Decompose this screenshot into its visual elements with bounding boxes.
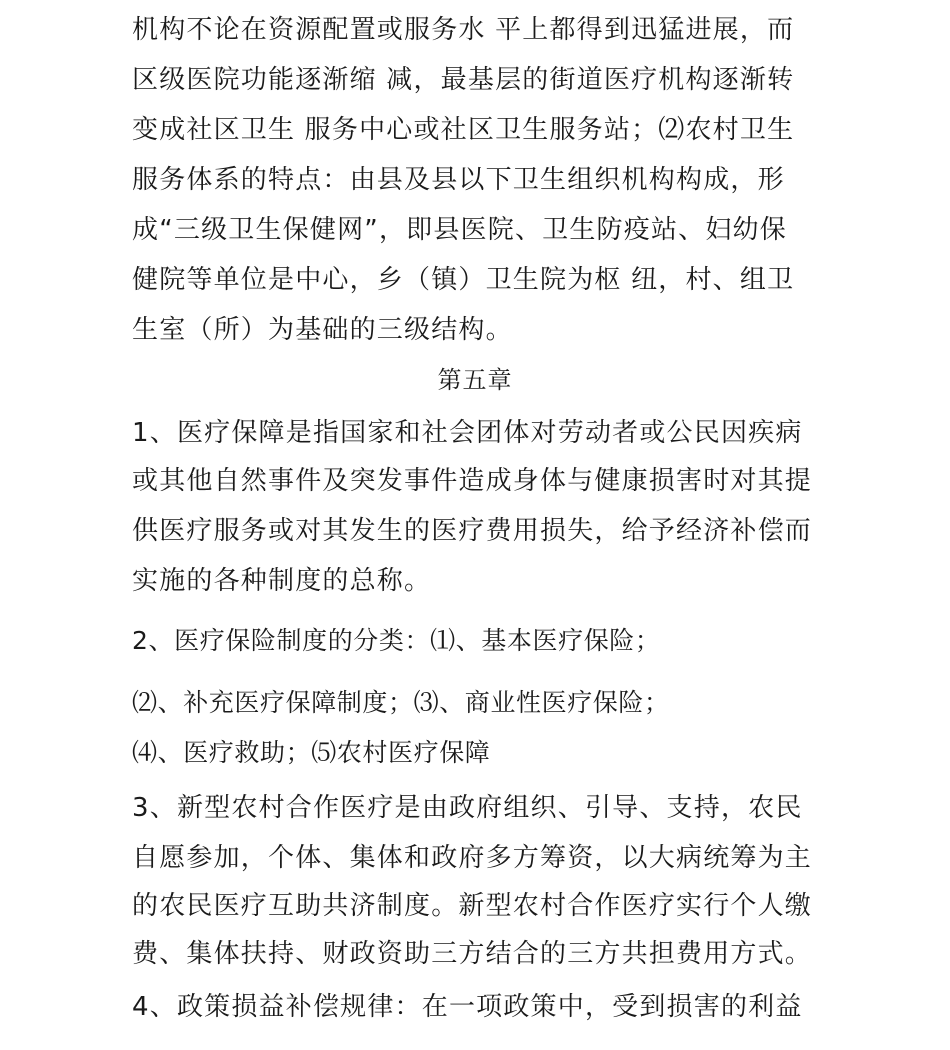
item-3-line: 自愿参加，个体、集体和政府多方筹资，以大病统筹为主 — [132, 843, 813, 873]
paragraph-line: 生室（所）为基础的三级结构。 — [132, 315, 513, 345]
item-1-line: 供医疗服务或对其发生的医疗费用损失，给予经济补偿而 — [132, 516, 813, 546]
item-1-line: 或其他自然事件及突发事件造成身体与健康损害时对其提 — [132, 466, 813, 496]
item-3-line: 费、集体扶持、财政资助三方结合的三方共担费用方式。 — [132, 939, 813, 969]
paragraph-line: 变成社区卫生 服务中心或社区卫生服务站；⑵农村卫生 — [132, 115, 795, 145]
item-3-line: 的农民医疗互助共济制度。新型农村合作医疗实行个人缴 — [132, 891, 813, 921]
paragraph-line: 服务体系的特点：由县及县以下卫生组织机构构成，形 — [132, 165, 785, 195]
item-1-line: 1、医疗保障是指国家和社会团体对劳动者或公民因疾病 — [132, 418, 803, 448]
chapter-title: 第五章 — [437, 366, 513, 394]
paragraph-line: 机构不论在资源配置或服务水 平上都得到迅猛进展，而 — [132, 15, 795, 45]
paragraph-line: 健院等单位是中心，乡（镇）卫生院为枢 纽，村、组卫 — [132, 265, 795, 295]
item-2-line: 2、医疗保险制度的分类：⑴、基本医疗保险； — [132, 626, 661, 655]
item-3-line: 3、新型农村合作医疗是由政府组织、引导、支持，农民 — [132, 793, 803, 823]
item-2-line: ⑷、医疗救助；⑸农村医疗保障 — [132, 738, 491, 767]
item-4-line: 4、政策损益补偿规律：在一项政策中，受到损害的利益 — [132, 992, 803, 1022]
item-2-line: ⑵、补充医疗保障制度；⑶、商业性医疗保险； — [132, 688, 670, 717]
paragraph-line: 成“三级卫生保健网”，即县医院、卫生防疫站、妇幼保 — [132, 215, 787, 245]
paragraph-line: 区级医院功能逐渐缩 减，最基层的街道医疗机构逐渐转 — [132, 65, 795, 95]
item-1-line: 实施的各种制度的总称。 — [132, 566, 432, 596]
